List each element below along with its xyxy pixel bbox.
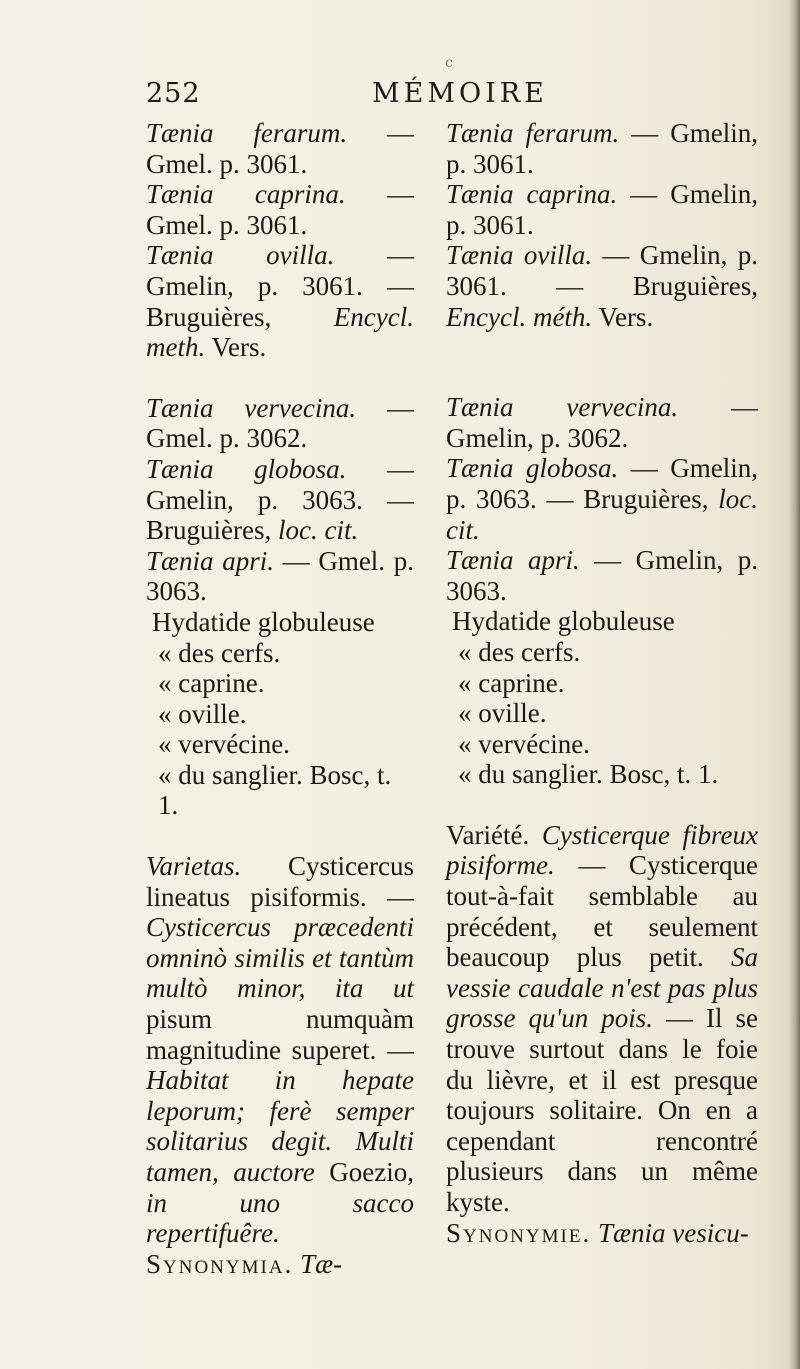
entry-globosa: Tænia globosa. — Gmelin, p. 3063. — Bruguières, loc. cit. <box>146 453 414 546</box>
hydatide-item: « caprine. <box>158 668 265 699</box>
hydatide-item: « du sanglier. Bosc, t. 1. <box>458 759 719 790</box>
entry-varietas: Varietas. Cysticercus lineatus pisiformis. — Cysticercus præcedenti omninò similis et tantùm multò minor, ita ut pisum numquàm magnitudine superet. — Habitat in hepate leporum; ferè semper solitarius degit. Multi tamen, auctore Goezio, in uno sacco repertifuêre. <box>146 851 414 1249</box>
right-column <box>446 118 758 1248</box>
entry-caprina-fr: Tænia caprina. — Gmelin, p. 3061. <box>446 179 758 240</box>
hydatide-item: « vervécine. <box>458 728 590 759</box>
synonymia-line: Synonymia. Tæ- <box>146 1248 343 1279</box>
hydatide-title-fr: Hydatide globuleuse <box>452 606 675 637</box>
entry-vervecina: Tænia vervecina. — Gmel. p. 3062. <box>146 392 414 454</box>
page-number: 252 <box>146 78 201 109</box>
page-header <box>146 78 786 118</box>
printer-mark: c <box>445 55 453 71</box>
entry-caprina: Tænia caprina. — Gmel. p. 3061. <box>146 179 414 240</box>
hydatide-item: « caprine. <box>458 667 565 698</box>
entry-apri-fr: Tænia apri. — Gmelin, p. 3063. <box>446 545 758 606</box>
entry-ovilla-fr: Tænia ovilla. — Gmelin, p. 3061. — Bruguières, Encycl. méth. Vers. <box>446 240 758 332</box>
left-column <box>146 118 414 1279</box>
hydatide-item: « des cerfs. <box>458 636 581 667</box>
hydatide-item: « vervécine. <box>158 729 290 760</box>
synonymie-line: Synonymie. Tænia vesicu- <box>446 1217 749 1248</box>
running-title: MÉMOIRE <box>372 78 548 109</box>
entry-variete: Variété. Cysticerque fibreux pisiforme. — Cysticerque tout-à-fait semblable au précédent, et seulement beaucoup plus petit. Sa vessie caudale n'est pas plus grosse qu'un pois. — Il se trouve surtout dans le foie du lièvre, et il est presque toujours solitaire. On en a cependant rencontré plusieurs dans un même kyste. <box>446 819 759 1217</box>
hydatide-item: « oville. <box>158 698 247 729</box>
entry-ovilla: Tænia ovilla. — Gmelin, p. 3061. — Bruguières, Encycl. meth. Vers. <box>146 240 415 363</box>
hydatide-item: « du sanglier. Bosc, t. 1. <box>158 759 392 821</box>
entry-vervecina-fr: Tænia vervecina. — Gmelin, p. 3062. <box>446 392 758 453</box>
hydatide-item: « des cerfs. <box>158 637 281 668</box>
hydatide-title: Hydatide globuleuse <box>152 606 375 637</box>
page-edge-shadow <box>788 0 800 1369</box>
entry-ferarum: Tænia ferarum. — Gmel. p. 3061. <box>146 118 414 179</box>
entry-ferarum-fr: Tænia ferarum. — Gmelin, p. 3061. <box>446 118 758 179</box>
entry-globosa-fr: Tænia globosa. — Gmelin, p. 3063. — Bruguières, loc. cit. <box>446 453 758 545</box>
entry-apri: Tænia apri. — Gmel. p. 3063. <box>146 545 414 607</box>
hydatide-item: « oville. <box>458 698 547 729</box>
